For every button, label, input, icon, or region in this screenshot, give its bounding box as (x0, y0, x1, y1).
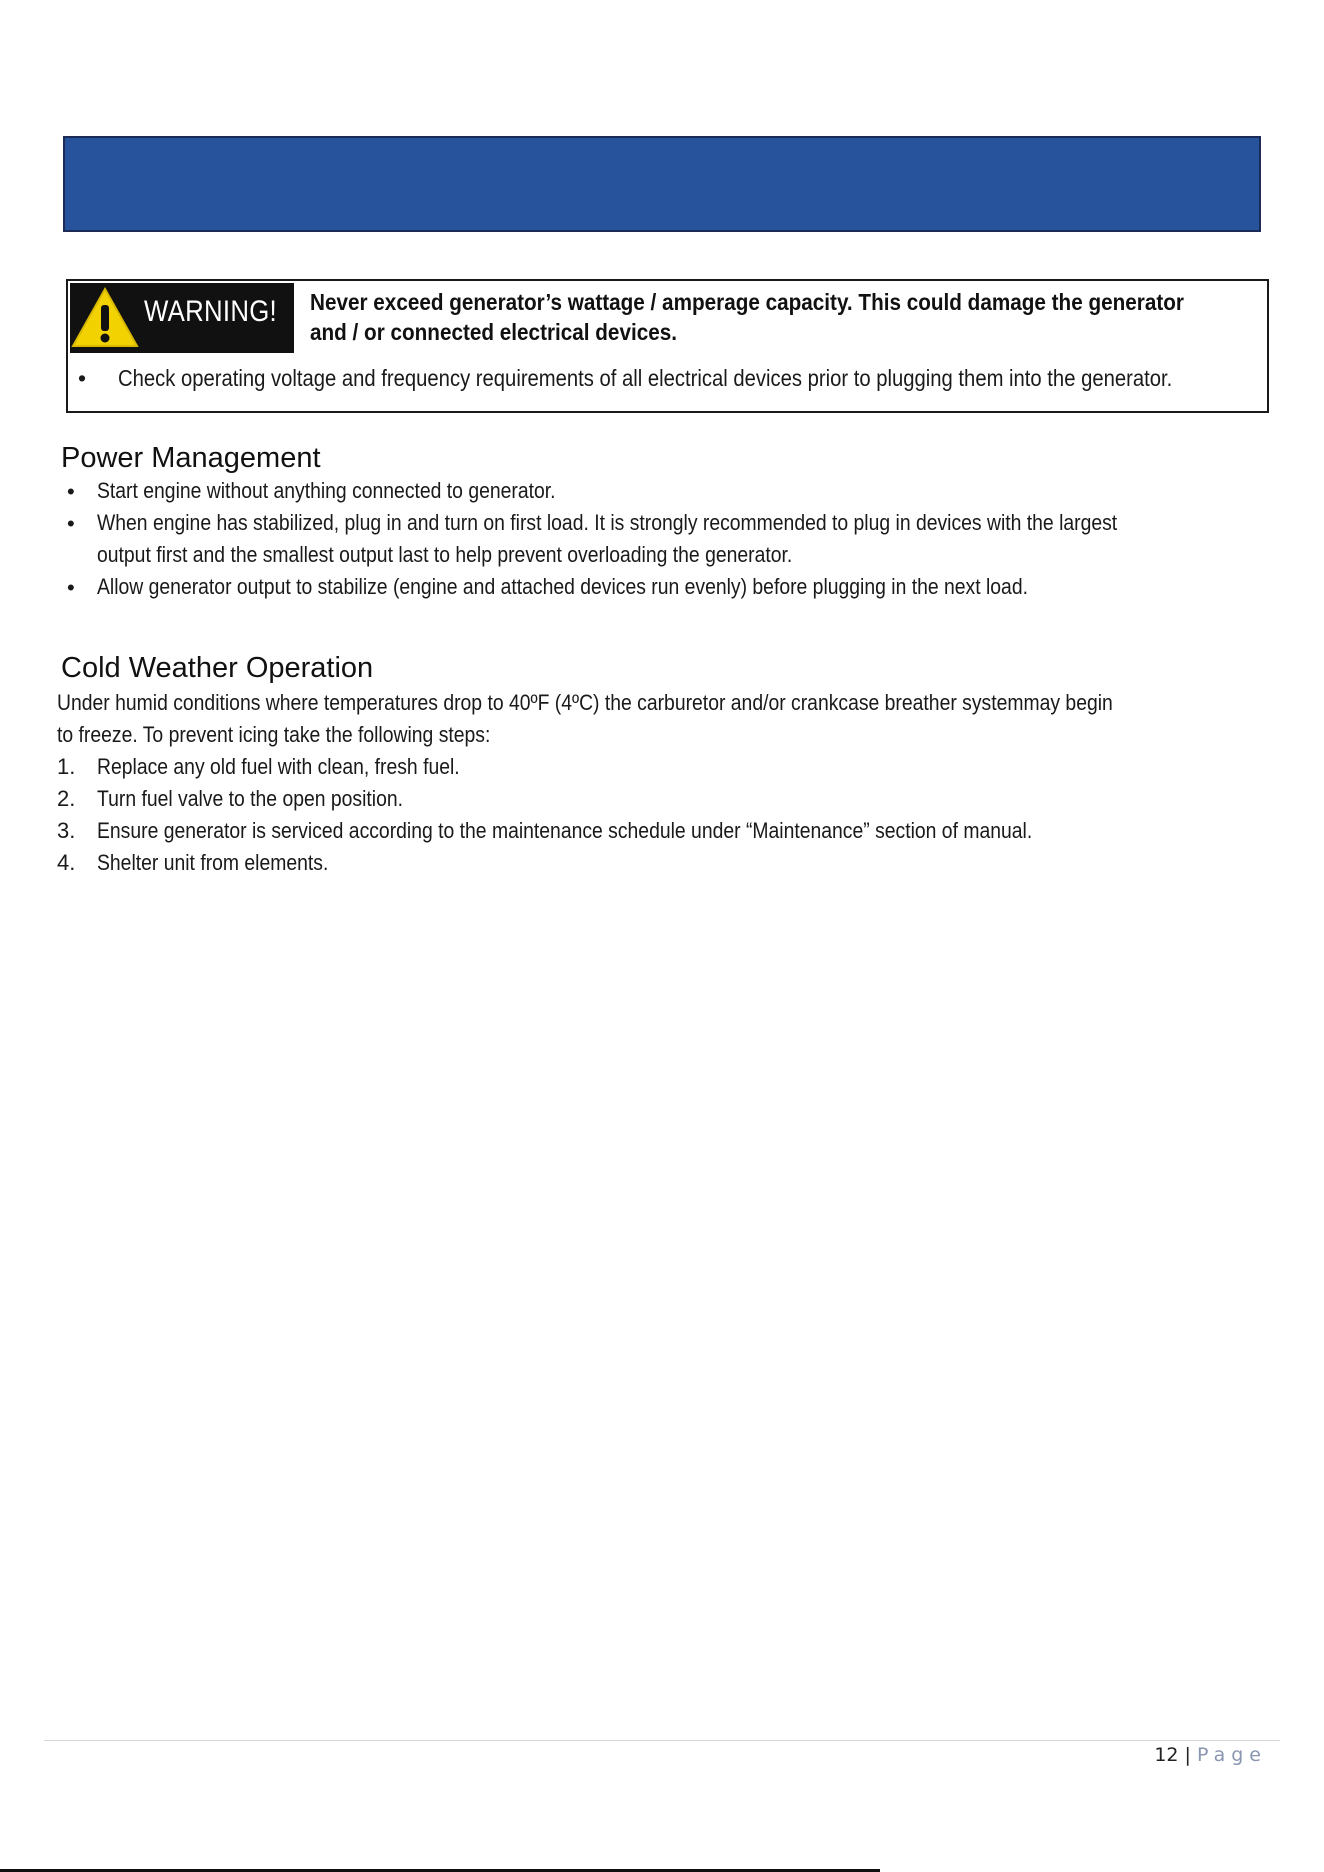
paragraph-line: to freeze. To prevent icing take the following steps: (57, 722, 491, 747)
bullet-marker: • (67, 575, 75, 600)
list-item: Allow generator output to stabilize (engine and attached devices run evenly) before plugging in the next load. (97, 574, 1028, 599)
page-separator: | (1184, 1744, 1191, 1766)
paragraph-line: Under humid conditions where temperatures drop to 40ºF (4ºC) the carburetor and/or crankcase breather systemmay begin (57, 690, 1113, 715)
step-text: Turn fuel valve to the open position. (97, 786, 404, 811)
warning-bullet-text: Check operating voltage and frequency requirements of all electrical devices prior to plugging them into the generator. (118, 365, 1173, 391)
warning-triangle-icon (70, 285, 140, 349)
list-item-continuation: output first and the smallest output last to help prevent overloading the generator. (97, 542, 793, 567)
page-word: Page (1197, 1744, 1267, 1766)
page-number: 12 (1154, 1744, 1179, 1766)
step-text: Replace any old fuel with clean, fresh fuel. (97, 754, 460, 779)
page-footer (1154, 1744, 1267, 1766)
bullet-marker: • (78, 365, 87, 391)
list-item: Start engine without anything connected to generator. (97, 478, 556, 503)
bullet-marker: • (67, 479, 75, 504)
list-item: When engine has stabilized, plug in and turn on first load. It is strongly recommended to plug in devices with the largest (97, 510, 1118, 535)
bullet-marker: • (67, 511, 75, 536)
footer-rule (44, 1740, 1280, 1741)
warning-label: WARNING! (144, 295, 277, 328)
warning-label-block (70, 283, 294, 353)
step-text: Shelter unit from elements. (97, 850, 329, 875)
cold-weather-heading: Cold Weather Operation (61, 652, 374, 684)
warning-message-line: and / or connected electrical devices. (310, 319, 678, 345)
warning-message-line: Never exceed generator’s wattage / amperage capacity. This could damage the generator (310, 289, 1184, 315)
step-text: Ensure generator is serviced according to the maintenance schedule under “Maintenance” section of manual. (97, 818, 1033, 843)
warning-bullet (78, 365, 1316, 392)
step-number: 2. (57, 786, 76, 811)
step-number: 4. (57, 850, 76, 875)
warning-box (66, 279, 1269, 413)
section-header-banner (63, 136, 1261, 232)
step-number: 3. (57, 818, 76, 843)
warning-message (310, 287, 1250, 347)
power-management-heading: Power Management (61, 442, 321, 474)
step-number: 1. (57, 754, 76, 779)
